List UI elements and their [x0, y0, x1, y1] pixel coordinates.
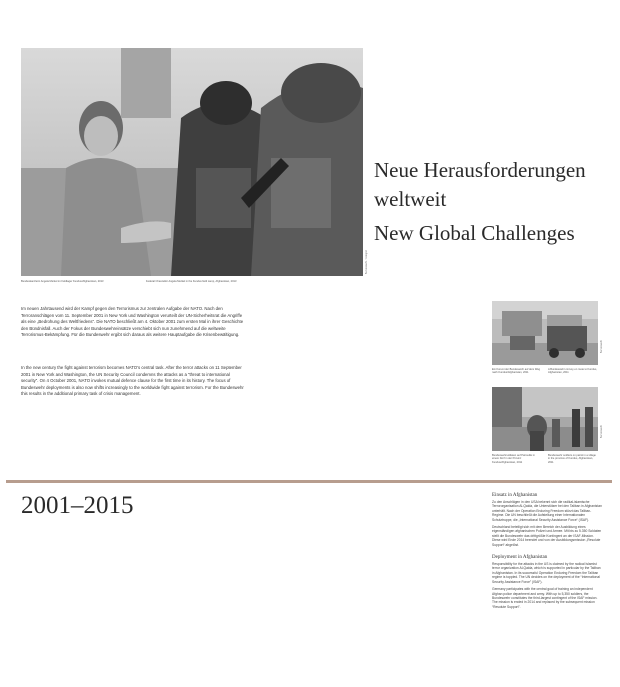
body-text-de: Im neuen Jahrtausend wird der Kampf gegen den Terrorismus zur zentralen Aufgabe der NATO. Nach den Terroranschlägen vom 11. September 2001 in New York und Washington verurteilt der UN-Sicherheitsrat die Angriffe als eine „Bedrohung des Weltfriedens“. Die NATO beschließt am 4. Oktober 2001 zum ersten Mal in ihrer Geschichte den Bündnisfall. Auch der Fokus der Bundeswehreinsätze verschiebt sich nun zunehmend auf die weltweite Terrorismus-Bekämpfung. Für die Bundeswehr ergibt sich daraus als weitere Hauptaufgabe die Krisenbewältigung.: [21, 306, 244, 338]
sidebar-paragraph-de-1: Zu den Anschlägen in den USA bekennt sich die radikal-islamische Terrororganisation Al-Qaida, die Unterstützer bei den Taliban in Afghanistan unterhält. Nach der Operation Enduring Freedom stürzt das Taliban-Regime. Die UN beschließt die Aufstellung einer Internationalen Schutztruppe, die „International Security Assistance Force“ (ISAF).: [492, 500, 602, 522]
body-text-en: In the new century the fight against terrorism becomes NATO’s central task. After the terror attacks on 11 September 2001 in New York and Washington, the UN Security Council condemns the attacks as a “threat to international security”. On 4 October 2001, NATO invokes mutual defence clause for the first time in its history. The focus of Bundeswehr deployments is also now shifts increasingly to the worldwide fight against terrorism. For the Bundeswehr this results in the additional primary task of crisis management.: [21, 365, 244, 397]
sidebar-heading-en: Deployment in Afghanistan: [492, 555, 548, 561]
sidebar-heading-de: Einsatz in Afghanistan: [492, 493, 538, 498]
main-photo-caption-right: Federal Chancellor Angela Merkel in the Kundus field camp, Afghanistan, 2013: [146, 280, 237, 283]
title-en: New Global Challenges: [374, 221, 575, 245]
side-photo-patrol: [492, 387, 598, 451]
main-photo-image: [21, 48, 363, 276]
side-photo-convoy: [492, 301, 598, 365]
main-photo-caption-left: Bundeskanzlerin Angela Merkel im Feldlager Kundus/Afghanistan, 2013: [21, 280, 104, 283]
side-photo-patrol-caption-en: Bundeswehr soldiers on patrol in a village in the province of Kundus, Afghanistan, 2011: [548, 454, 596, 464]
title-de-line2: weltweit: [374, 187, 447, 211]
side-photo-patrol-caption-de: Bundeswehrsoldaten auf Patrouille in einem Dorf in der Provinz Kundus/Afghanistan, 2011: [492, 454, 535, 464]
sidebar: [492, 493, 602, 609]
side-photo-convoy-credit: Bundeswehr: [600, 340, 603, 354]
side-photo-convoy-caption-de: Ein Konvoi der Bundeswehr auf dem Weg nach Kundus/Afghanistan, 2011: [492, 368, 541, 375]
main-photo-credit: Bundeswehr / Fotograf: [365, 250, 368, 275]
side-photo-convoy-caption-en: A Bundeswehr convoy en route to Kundus, Afghanistan, 2011: [548, 368, 598, 375]
side-photo-patrol-credit: Bundeswehr: [600, 425, 603, 439]
sidebar-paragraph-en-2: Germany participates with the central goal of training an independent Afghan police department and army. With up to 5,350 soldiers, the Bundeswehr constitutes the third-largest contingent of the ISAF mission. The mission is ended in 2014 and replaced by the subsequent mission “Resolute Support”.: [492, 587, 598, 609]
years-heading: 2001–2015: [21, 492, 134, 519]
side-photo-patrol-image: [492, 387, 598, 451]
main-photo: [21, 48, 363, 276]
side-photo-convoy-image: [492, 301, 598, 365]
section-divider: [6, 480, 612, 483]
sidebar-paragraph-en-1: Responsibility for the attacks in the US is claimed by the radical Islamist terror organization Al-Qaida, which is supported in particular by the Taliban in Afghanistan. In its successful Operation Enduring Freedom the Taliban regime is toppled. The UN decides on the deployment of the “International Security Assistance Force” (ISAF).: [492, 562, 601, 584]
title-de-line1: Neue Herausforderungen: [374, 158, 586, 182]
sidebar-paragraph-de-2: Deutschland beteiligt sich mit dem Bereich der Ausbildung eines eigenständigen afghanischen Polizei und Armee. Mit bis zu 5.350 Soldaten stellt die Bundeswehr das drittgrößte Kontingent an der ISAF-Mission. Diese wird Ende 2014 beendet und von der Ausbildungsmission „Resolute Support“ abgelöst.: [492, 525, 602, 547]
